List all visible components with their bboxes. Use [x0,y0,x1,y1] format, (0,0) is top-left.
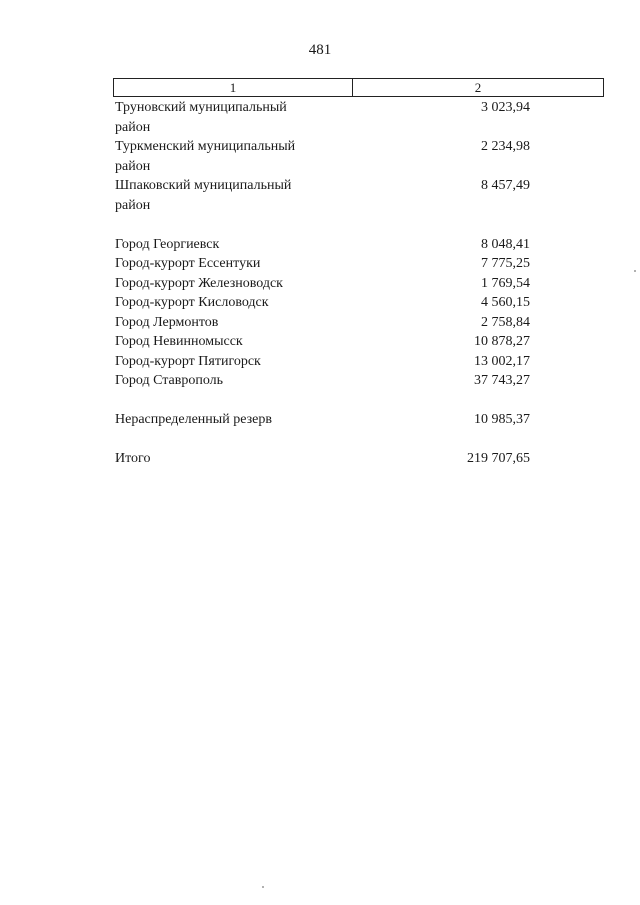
row-name: Туркменский муниципальный район [115,139,296,174]
scan-speck [262,886,264,888]
row-value: 10 878,27 [474,334,530,349]
section-spacer [115,430,530,450]
table-header-col-1: 1 [114,79,353,96]
table-body [115,98,530,469]
section-spacer [115,215,530,235]
table-row [115,176,530,215]
table-row [115,254,530,274]
table-header [113,78,604,97]
row-value: 8 048,41 [481,236,530,252]
row-name: Труновский муниципальный район [115,100,287,135]
total-value: 219 707,65 [467,451,530,466]
row-value: 8 457,49 [481,178,530,193]
reserve-value: 10 985,37 [474,412,530,427]
reserve-label: Нераспределенный резерв [115,412,272,427]
scan-speck [634,270,636,272]
reserve-row [115,410,530,430]
row-value: 1 769,54 [481,275,530,291]
page-number: 481 [308,42,332,58]
table-row [115,313,530,333]
table-header-col-2: 2 [474,79,482,95]
table-row [115,235,530,255]
row-value: 3 023,94 [481,100,530,115]
table-row [115,137,530,176]
row-value: 7 775,25 [481,256,530,271]
table-row [115,274,530,294]
total-label: Итого [115,451,151,466]
table-row [115,98,530,137]
table-row [115,332,530,352]
row-value: 2 758,84 [481,314,530,330]
row-name: Город-курорт Железноводск [115,275,283,291]
row-name: Город Георгиевск [115,236,220,252]
row-name: Шпаковский муниципальный район [115,178,292,213]
row-value: 4 560,15 [481,295,530,310]
row-name: Город-курорт Пятигорск [115,353,261,369]
row-name: Город Лермонтов [115,314,219,330]
table-row [115,352,530,372]
row-name: Город-курорт Ессентуки [115,256,261,271]
row-name: Город Невинномысск [115,334,243,349]
table-row [115,371,530,391]
row-name: Город Ставрополь [115,373,224,388]
row-value: 13 002,17 [474,353,530,369]
row-name: Город-курорт Кисловодск [115,295,269,310]
row-value: 37 743,27 [474,373,530,388]
total-row [115,449,530,469]
section-spacer [115,391,530,411]
row-value: 2 234,98 [481,139,530,154]
table-row [115,293,530,313]
